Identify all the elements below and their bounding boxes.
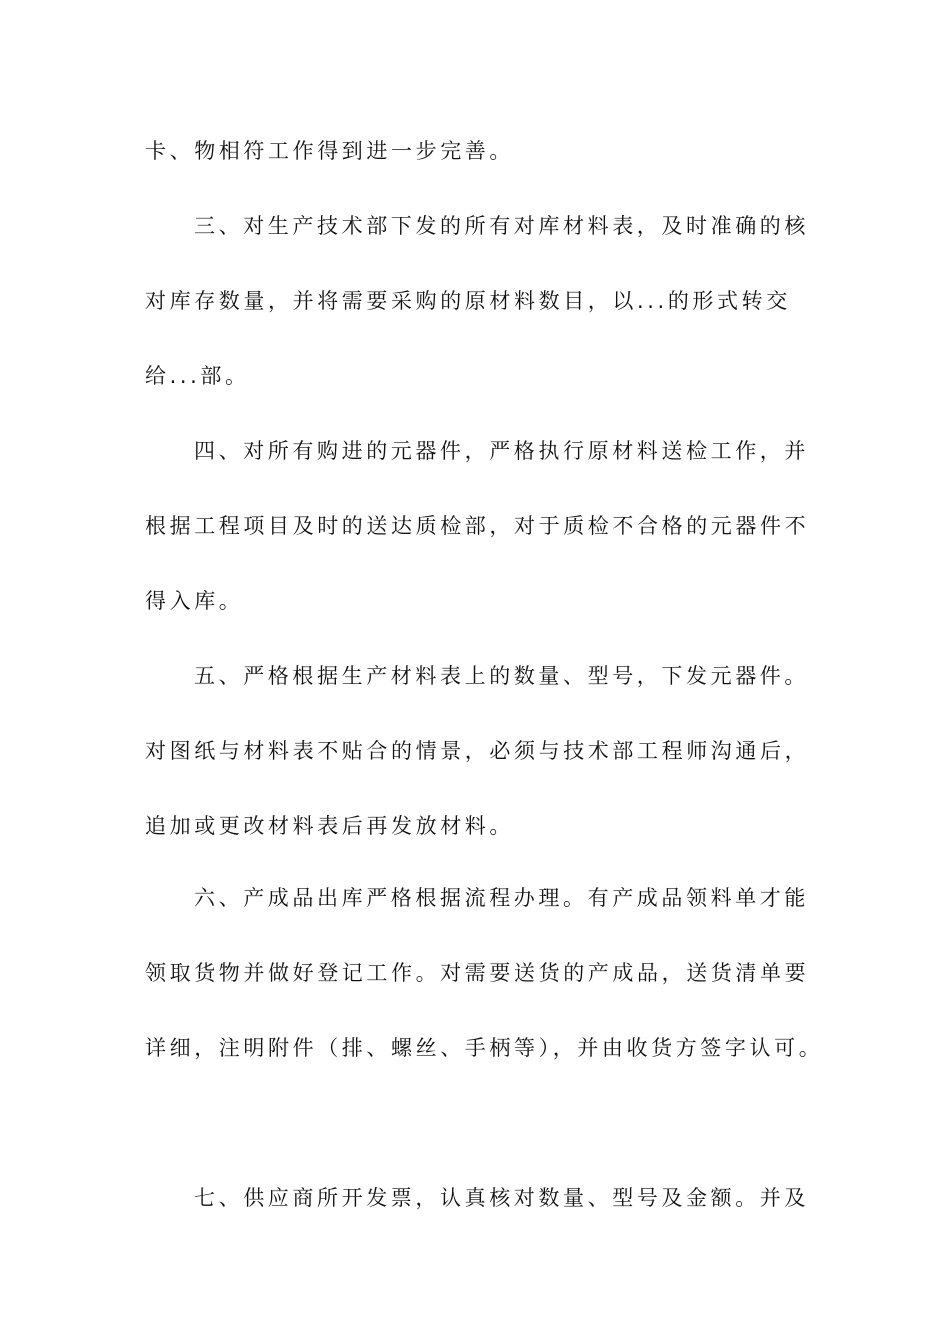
paragraph-4-line-3: 得入库。 bbox=[145, 589, 244, 613]
paragraph-3-line-2: 对库存数量，并将需要采购的原材料数目，以...的形式转交 bbox=[145, 289, 791, 313]
paragraph-6-line-1: 六、产成品出库严格根据流程办理。有产成品领料单才能 bbox=[194, 886, 809, 910]
paragraph-4-line-2: 根据工程项目及时的送达质检部，对于质检不合格的元器件不 bbox=[145, 514, 810, 538]
paragraph-5-line-3: 追加或更改材料表后再发放材料。 bbox=[145, 814, 514, 838]
paragraph-6-line-2: 领取货物并做好登记工作。对需要送货的产成品，送货清单要 bbox=[145, 961, 810, 985]
paragraph-6-line-3: 详细，注明附件（排、螺丝、手柄等），并由收货方签字认可。 bbox=[145, 1036, 824, 1060]
paragraph-4-line-1: 四、对所有购进的元器件，严格执行原材料送检工作，并 bbox=[194, 439, 809, 463]
paragraph-3-line-3: 给...部。 bbox=[145, 364, 250, 388]
paragraph-5-line-1: 五、严格根据生产材料表上的数量、型号，下发元器件。 bbox=[194, 664, 809, 688]
paragraph-3-line-1: 三、对生产技术部下发的所有对库材料表，及时准确的核 bbox=[194, 214, 809, 238]
paragraph-7-line-1: 七、供应商所开发票，认真核对数量、型号及金额。并及 bbox=[194, 1186, 809, 1210]
text-line: 卡、物相符工作得到进一步完善。 bbox=[145, 139, 514, 163]
paragraph-5-line-2: 对图纸与材料表不贴合的情景，必须与技术部工程师沟通后， bbox=[145, 739, 810, 763]
